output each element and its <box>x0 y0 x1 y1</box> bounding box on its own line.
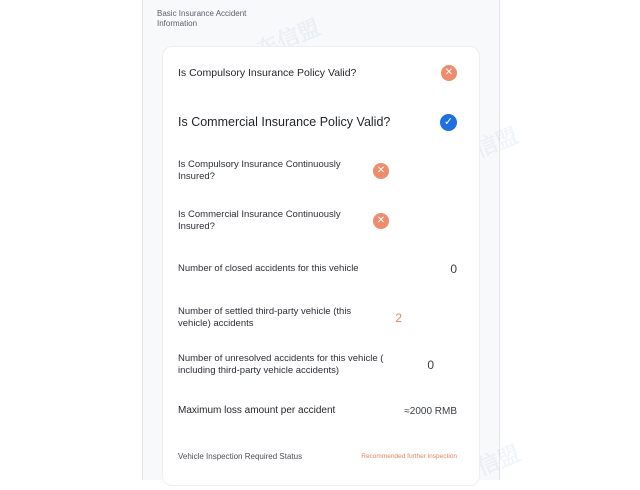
row-label: Is Compulsory Insurance Continuously Insured? <box>178 159 341 182</box>
row-inspection-status <box>163 447 479 465</box>
row-value: 2 <box>395 311 402 325</box>
row-label: Is Compulsory Insurance Policy Valid? <box>178 67 357 79</box>
row-max-loss <box>163 399 479 423</box>
row-value: 0 <box>427 358 434 372</box>
row-value: Recommended further inspection <box>361 452 457 460</box>
watermark: 车信盟 <box>453 440 524 489</box>
row-label: Number of settled third-party vehicle (this vehicle) accidents <box>178 306 352 329</box>
row-commercial-continuous <box>163 205 479 237</box>
row-value: 0 <box>450 262 457 276</box>
row-compulsory-continuous <box>163 155 479 187</box>
cross-circle-icon: ✕ <box>373 213 389 229</box>
cross-circle-icon: ✕ <box>441 65 457 81</box>
row-compulsory-valid <box>163 59 479 87</box>
check-circle-icon: ✓ <box>440 114 457 131</box>
row-value: ≈2000 RMB <box>404 405 457 417</box>
cross-circle-icon: ✕ <box>373 163 389 179</box>
row-label: Vehicle Inspection Required Status <box>178 451 303 461</box>
watermark: 车信盟 <box>451 122 522 171</box>
row-unresolved-accidents <box>163 349 479 381</box>
row-closed-accidents <box>163 255 479 283</box>
watermark: 车信盟 <box>253 14 324 63</box>
row-label: Number of closed accidents for this vehicle <box>178 263 359 274</box>
row-settled-accidents <box>163 302 479 334</box>
row-commercial-valid <box>163 107 479 137</box>
row-label: Is Commercial Insurance Policy Valid? <box>178 114 391 129</box>
report-screen <box>142 0 524 489</box>
row-label: Number of unresolved accidents for this vehicle ( including third-party vehicle accidents) <box>178 353 384 376</box>
section-title: Basic Insurance Accident Information <box>157 9 247 28</box>
row-label: Is Commercial Insurance Continuously Insured? <box>178 209 341 232</box>
row-label: Maximum loss amount per accident <box>178 405 336 416</box>
insurance-info-card <box>162 46 480 486</box>
